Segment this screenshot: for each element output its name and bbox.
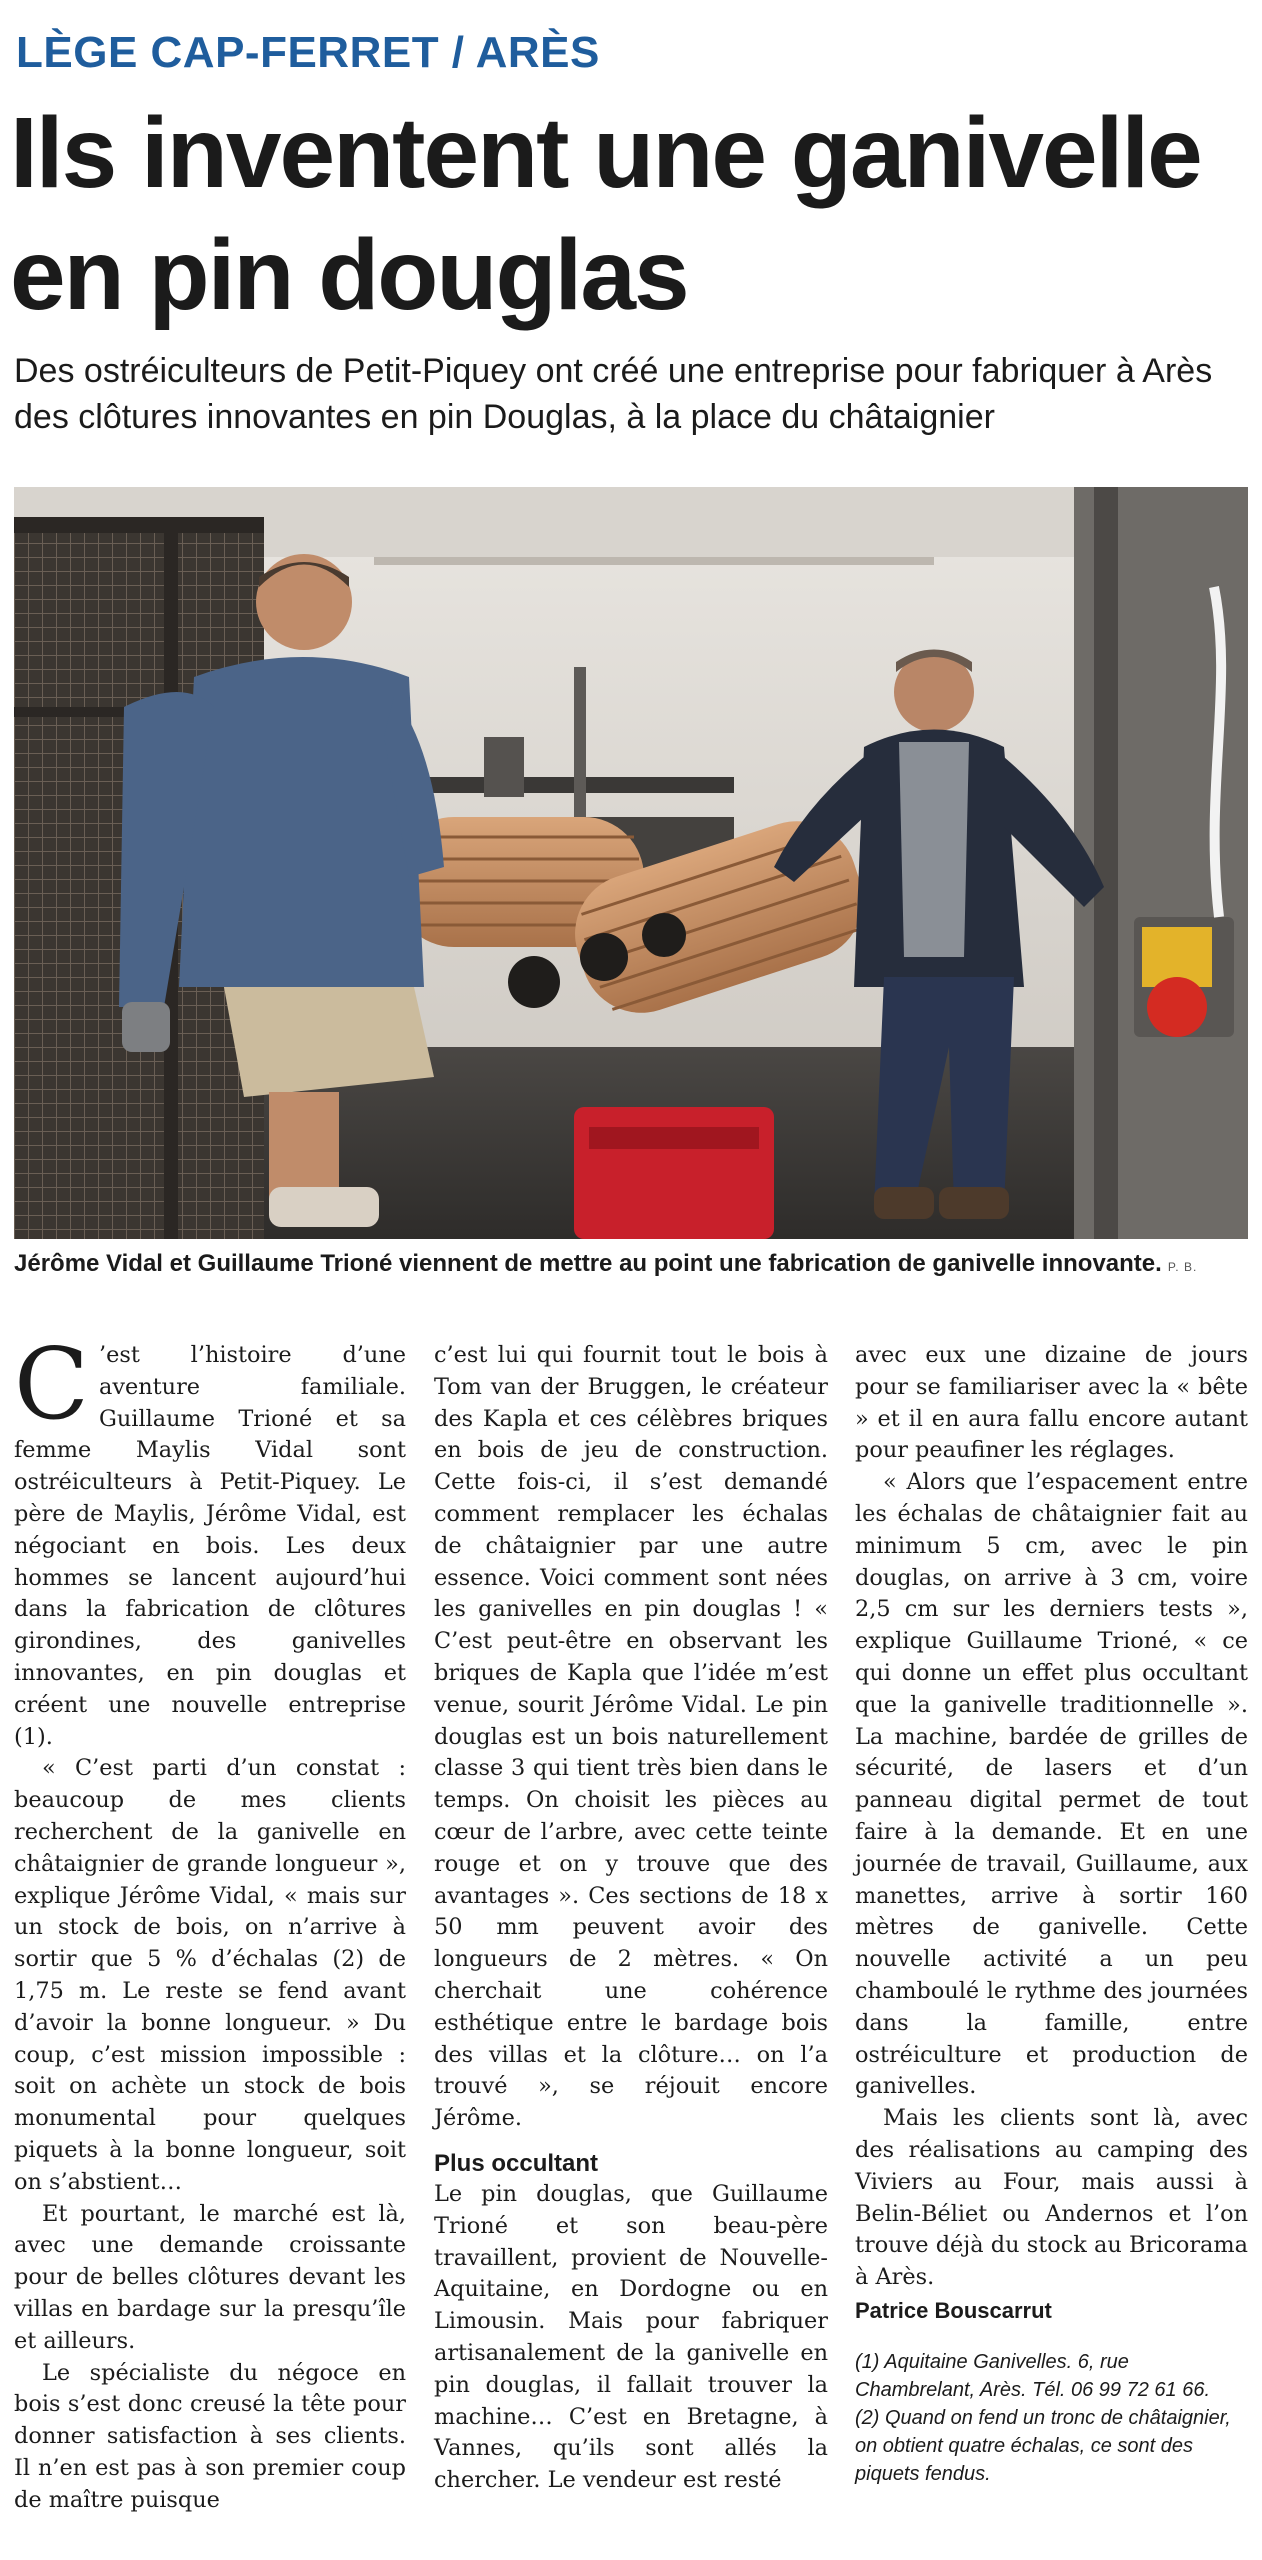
- paragraph: Le spécialiste du négoce en bois s’est donc creusé la tête pour donner satisfaction à ses clients. Il n’en est pas à son premier coup de maître puisque: [14, 2359, 406, 2513]
- article-column-2: [434, 1340, 828, 2497]
- paragraph: « C’est parti d’un constat : beaucoup de mes clients recherchent de la ganivelle en châtaignier de grande longueur », explique Jérôme Vidal, « mais sur un stock de bois, on n’arrive à sortir que 5 % d’échalas (2) de 1,75 m. Le reste se fend avant d’avoir la bonne longueur. » Du coup, c’est mission impossible : soit on achète un stock de bois monumental pour quelques piquets à la bonne longueur, soit on s’abstient…: [14, 1755, 406, 2195]
- paragraph: Le pin douglas, que Guillaume Trioné et son beau-père travaillent, provient de Nouvelle-Aquitaine, en Dordogne ou en Limousin. Mais pour fabriquer artisanalement de la ganivelle en pin douglas, il fallait trouver la machine… C’est en Bretagne, à Vannes, qu’ils sont allés la chercher. Le vendeur est resté: [434, 2180, 828, 2494]
- footnote: (1) Aquitaine Ganivelles. 6, rue Chambrelant, Arès. Tél. 06 99 72 61 66.: [855, 2350, 1211, 2401]
- article-column-1: [14, 1328, 406, 2516]
- photo-credit: P. B.: [1167, 1260, 1198, 1274]
- footnote: (2) Quand on fend un tronc de châtaignier, on obtient quatre échalas, ce sont des piquets fendus.: [855, 2406, 1231, 2485]
- paragraph: ’est l’histoire d’une aventure familiale. Guillaume Trioné et sa femme Maylis Vidal sont ostréiculteurs à Petit-Piquey. Le père de Maylis, Jérôme Vidal, est négociant en bois. Les deux hommes se lancent aujourd’hui dans la fabrication de clôtures girondines, des ganivelles innovantes, en pin douglas et créent une nouvelle entreprise (1).: [14, 1342, 406, 1750]
- article-photo: [14, 487, 1248, 1239]
- subheading: Plus occultant: [434, 2149, 599, 2177]
- section-kicker: LÈGE CAP-FERRET / ARÈS: [16, 28, 600, 77]
- paragraph: avec eux une dizaine de jours pour se familiariser avec la « bête » et il en aura fallu encore autant pour peaufiner les réglages.: [855, 1342, 1248, 1464]
- article-column-3: [855, 1340, 1248, 2488]
- standfirst: Des ostréiculteurs de Petit-Piquey ont créé une entreprise pour fabriquer à Arès des clôtures innovantes en pin Douglas, à la place du châtaignier: [14, 352, 1213, 436]
- drop-cap: C: [14, 1328, 89, 1442]
- paragraph: Et pourtant, le marché est là, avec une demande croissante pour de belles clôtures devant les villas en bardage sur la presqu’île et ailleurs.: [14, 2200, 406, 2354]
- author-byline: Patrice Bouscarrut: [855, 2297, 1052, 2323]
- paragraph: c’est lui qui fournit tout le bois à Tom van der Bruggen, le créateur des Kapla et ces célèbres briques en bois de jeu de construction. Cette fois-ci, il s’est demandé comment remplacer les échalas de châtaignier par une autre essence. Voici comment sont nées les ganivelles en pin douglas ! « C’est peut-être en observant les briques de Kapla que l’idée m’est venue, sourit Jérôme Vidal. Le pin douglas est un bois naturellement classe 3 qui tient très bien dans le temps. On choisit les pièces au cœur de l’arbre, avec cette teinte rouge et on y trouve que des avantages ». Ces sections de 18 x 50 mm peuvent avoir des longueurs de 2 mètres. « On cherchait une cohérence esthétique entre le bardage bois des villas et la clôture… on l’a trouvé », se réjouit encore Jérôme.: [434, 1342, 828, 2132]
- headline: Ils inventent une ganivelle en pin douglas: [10, 97, 1201, 331]
- paragraph: Mais les clients sont là, avec des réalisations au camping des Viviers au Four, mais aussi à Belin-Béliet ou Andernos et l’on trouve déjà du stock au Bricorama à Arès.: [855, 2105, 1248, 2291]
- footnotes: [855, 2348, 1248, 2488]
- paragraph: « Alors que l’espacement entre les échalas de châtaignier fait au minimum 5 cm, avec le pin douglas, on arrive à 3 cm, voire 2,5 cm sur les derniers tests », explique Guillaume Trioné, « ce qui donne un effet plus occultant que la ganivelle traditionnelle ». La machine, bardée de grilles de sécurité, de lasers et d’un panneau digital permet de tout faire à la demande. Et en une journée de travail, Guillaume, aux manettes, arrive à sortir 160 mètres de ganivelle. Cette nouvelle activité a un peu chamboulé le rythme des journées dans la famille, entre ostréiculture et production de ganivelles.: [855, 1469, 1248, 2100]
- workshop-illustration: [14, 487, 1248, 1239]
- caption-text: Jérôme Vidal et Guillaume Trioné viennent de mettre au point une fabrication de ganivelle innovante.: [14, 1250, 1162, 1277]
- photo-caption: [14, 1248, 1248, 1283]
